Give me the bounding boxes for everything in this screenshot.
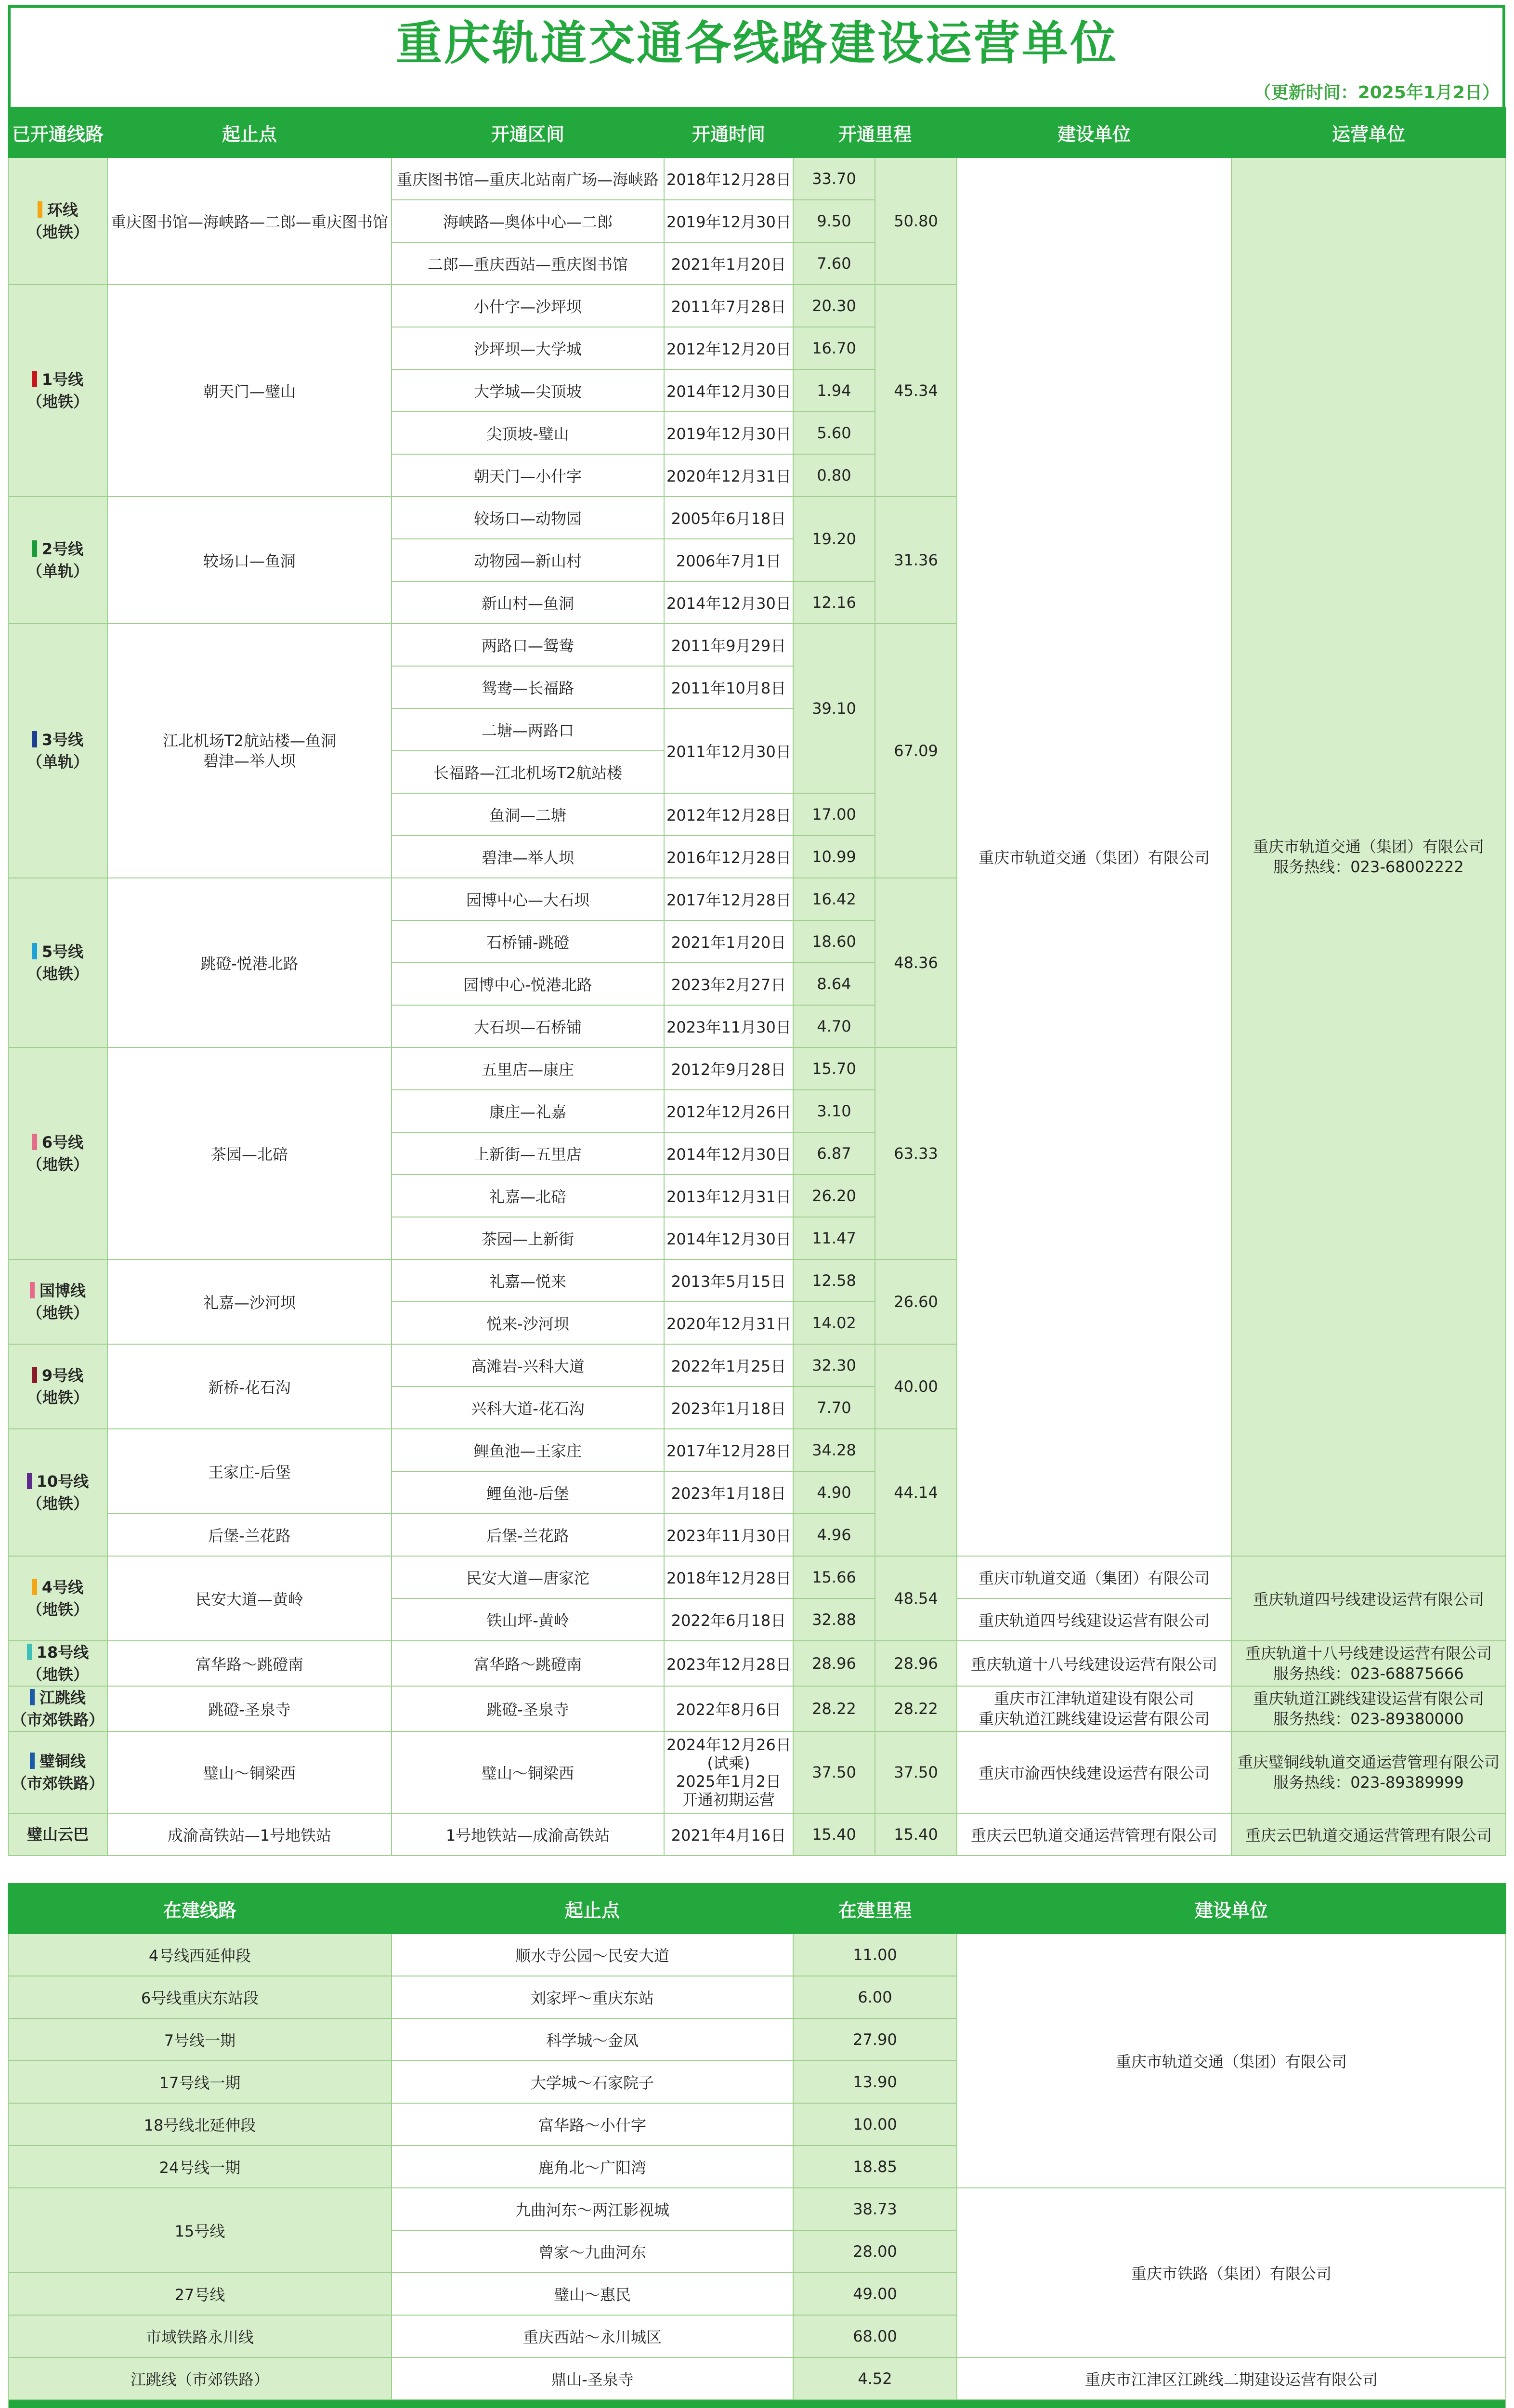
section-cell: 后堡-兰花路 xyxy=(392,1514,664,1556)
line-name-cell: 18号线 （地铁） xyxy=(8,1641,107,1686)
section-cell: 沙坪坝—大学城 xyxy=(392,327,664,369)
km-cell: 4.96 xyxy=(793,1514,875,1556)
construction-line-cell: 4号线西延伸段 xyxy=(8,1934,392,1976)
endpoints-cell: 较场口—鱼洞 xyxy=(107,497,392,624)
km-cell: 9.50 xyxy=(793,200,875,242)
date-cell: 2012年12月26日 xyxy=(664,1090,793,1132)
line-name-cell: 江跳线 （市郊铁路） xyxy=(8,1686,107,1731)
total-km-cell: 48.54 xyxy=(875,1556,957,1641)
km-cell: 6.87 xyxy=(793,1132,875,1175)
line-color-icon xyxy=(32,1367,37,1383)
km-cell: 5.60 xyxy=(793,412,875,454)
section-cell: 碧津—举人坝 xyxy=(392,836,664,878)
header-km: 开通里程 xyxy=(793,107,957,157)
endpoints-cell: 朝天门—璧山 xyxy=(107,285,392,497)
operating-lines-table xyxy=(8,107,1506,1856)
total-km-cell: 67.09 xyxy=(875,624,957,878)
date-cell: 2023年11月30日 xyxy=(664,1514,793,1556)
line-color-icon xyxy=(30,1689,35,1705)
header-construction-km: 在建里程 xyxy=(793,1884,957,1934)
endpoints-cell: 民安大道—黄岭 xyxy=(107,1556,392,1641)
date-cell: 2011年12月30日 xyxy=(664,708,793,793)
endpoints-cell: 王家庄-后堡 xyxy=(107,1429,392,1514)
endpoints-cell: 富华路～跳磴南 xyxy=(107,1641,392,1686)
date-cell: 2014年12月30日 xyxy=(664,581,793,624)
construction-builder-cell: 重庆市铁路（集团）有限公司 xyxy=(957,2188,1506,2357)
total-km-cell: 50.80 xyxy=(875,157,957,285)
date-cell: 2021年1月20日 xyxy=(664,242,793,285)
endpoints-cell: 跳磴-圣泉寺 xyxy=(107,1686,392,1731)
km-cell: 17.00 xyxy=(793,793,875,836)
section-cell: 富华路～跳磴南 xyxy=(392,1641,664,1686)
date-cell: 2011年9月29日 xyxy=(664,624,793,666)
line-name-cell: 1号线 （地铁） xyxy=(8,285,107,497)
km-cell: 3.10 xyxy=(793,1090,875,1132)
km-cell: 37.50 xyxy=(793,1731,875,1813)
construction-km-cell: 6.00 xyxy=(793,1976,957,2018)
section-cell: 五里店—康庄 xyxy=(392,1047,664,1090)
header-section: 开通区间 xyxy=(392,107,664,157)
total-km-cell: 40.00 xyxy=(875,1344,957,1429)
operator-cell: 重庆轨道江跳线建设运营有限公司 服务热线：023-89380000 xyxy=(1231,1686,1506,1731)
section-cell: 礼嘉—悦来 xyxy=(392,1259,664,1302)
section-cell: 二塘—两路口 xyxy=(392,708,664,751)
table-row xyxy=(8,1556,1506,1598)
construction-endpoints-cell: 重庆西站～永川城区 xyxy=(392,2315,793,2357)
total-km-cell: 31.36 xyxy=(875,497,957,624)
date-cell: 2012年9月28日 xyxy=(664,1047,793,1090)
table-row xyxy=(8,1686,1506,1731)
construction-endpoints-cell: 大学城～石家院子 xyxy=(392,2061,793,2103)
construction-endpoints-cell: 璧山～惠民 xyxy=(392,2273,793,2315)
date-cell: 2011年7月28日 xyxy=(664,285,793,327)
builder-cell: 重庆云巴轨道交通运营管理有限公司 xyxy=(957,1813,1231,1856)
line-color-icon xyxy=(32,540,37,557)
section-cell: 大石坝—石桥铺 xyxy=(392,1005,664,1047)
km-cell: 20.30 xyxy=(793,285,875,327)
section-cell: 兴科大道-花石沟 xyxy=(392,1387,664,1429)
km-cell: 15.70 xyxy=(793,1047,875,1090)
line-name-cell: 环线 （地铁） xyxy=(8,157,107,285)
km-cell: 4.90 xyxy=(793,1471,875,1514)
builder-cell: 重庆市江津轨道建设有限公司 重庆轨道江跳线建设运营有限公司 xyxy=(957,1686,1231,1731)
date-cell: 2014年12月30日 xyxy=(664,1217,793,1259)
date-cell: 2017年12月28日 xyxy=(664,1429,793,1471)
header-endpoints: 起止点 xyxy=(107,107,392,157)
line-color-icon xyxy=(32,731,37,747)
km-cell: 32.88 xyxy=(793,1598,875,1641)
line-color-icon xyxy=(27,1644,32,1660)
section-cell: 较场口—动物园 xyxy=(392,497,664,539)
construction-line-cell: 市域铁路永川线 xyxy=(8,2315,392,2357)
section-cell: 鱼洞—二塘 xyxy=(392,793,664,836)
builder-cell: 重庆轨道十八号线建设运营有限公司 xyxy=(957,1641,1231,1686)
operator-cell: 重庆轨道四号线建设运营有限公司 xyxy=(1231,1556,1506,1641)
km-cell: 1.94 xyxy=(793,369,875,412)
construction-endpoints-cell: 九曲河东～两江影视城 xyxy=(392,2188,793,2230)
km-cell: 15.66 xyxy=(793,1556,875,1598)
date-cell: 2018年12月28日 xyxy=(664,1556,793,1598)
note-row xyxy=(8,2400,1506,2408)
construction-lines-table xyxy=(8,1883,1506,2408)
section-cell: 1号地铁站—成渝高铁站 xyxy=(392,1813,664,1856)
line-color-icon xyxy=(32,1134,37,1150)
date-cell: 2016年12月28日 xyxy=(664,836,793,878)
section-cell: 鲤鱼池-后堡 xyxy=(392,1471,664,1514)
construction-km-cell: 49.00 xyxy=(793,2273,957,2315)
line-color-icon xyxy=(38,201,42,218)
line-color-icon xyxy=(32,1579,37,1595)
line-name-cell: 5号线 （地铁） xyxy=(8,878,107,1047)
section-cell: 两路口—鸳鸯 xyxy=(392,624,664,666)
table-header-row xyxy=(8,107,1506,157)
km-cell: 32.30 xyxy=(793,1344,875,1387)
construction-km-cell: 27.90 xyxy=(793,2018,957,2061)
construction-line-cell: 江跳线（市郊铁路） xyxy=(8,2357,392,2400)
line-color-icon xyxy=(32,371,37,387)
header-construction-builder: 建设单位 xyxy=(957,1884,1506,1934)
date-cell: 2021年1月20日 xyxy=(664,920,793,963)
section-cell: 高滩岩-兴科大道 xyxy=(392,1344,664,1387)
line-name-cell: 4号线 （地铁） xyxy=(8,1556,107,1641)
line-name-cell: 2号线 （单轨） xyxy=(8,497,107,624)
line-color-icon xyxy=(32,943,37,959)
date-cell: 2023年1月18日 xyxy=(664,1471,793,1514)
date-cell: 2006年7月1日 xyxy=(664,539,793,581)
construction-line-cell: 17号线一期 xyxy=(8,2061,392,2103)
construction-endpoints-cell: 刘家坪～重庆东站 xyxy=(392,1976,793,2018)
section-cell: 石桥铺-跳磴 xyxy=(392,920,664,963)
endpoints-cell: 新桥-花石沟 xyxy=(107,1344,392,1429)
section-cell: 鸳鸯—长福路 xyxy=(392,666,664,708)
section-cell: 尖顶坡-璧山 xyxy=(392,412,664,454)
km-cell: 14.02 xyxy=(793,1302,875,1344)
section-cell: 大学城—尖顶坡 xyxy=(392,369,664,412)
construction-km-cell: 10.00 xyxy=(793,2103,957,2146)
construction-km-cell: 18.85 xyxy=(793,2146,957,2188)
km-cell: 16.70 xyxy=(793,327,875,369)
operator-cell: 重庆云巴轨道交通运营管理有限公司 xyxy=(1231,1813,1506,1856)
date-cell: 2014年12月30日 xyxy=(664,369,793,412)
builder-cell: 重庆轨道四号线建设运营有限公司 xyxy=(957,1598,1231,1641)
km-cell: 34.28 xyxy=(793,1429,875,1471)
date-cell: 2023年1月18日 xyxy=(664,1387,793,1429)
construction-builder-cell: 重庆市轨道交通（集团）有限公司 xyxy=(957,1934,1506,2188)
section-cell: 园博中心-悦港北路 xyxy=(392,963,664,1005)
line-name-cell: 璧山云巴 xyxy=(8,1813,107,1856)
total-km-cell: 28.96 xyxy=(875,1641,957,1686)
endpoints-cell: 礼嘉—沙河坝 xyxy=(107,1259,392,1344)
date-cell: 2023年11月30日 xyxy=(664,1005,793,1047)
construction-km-cell: 11.00 xyxy=(793,1934,957,1976)
section-cell: 园博中心—大石坝 xyxy=(392,878,664,920)
km-cell: 26.20 xyxy=(793,1175,875,1217)
date-cell: 2021年4月16日 xyxy=(664,1813,793,1856)
km-cell: 7.60 xyxy=(793,242,875,285)
construction-endpoints-cell: 富华路～小什字 xyxy=(392,2103,793,2146)
update-time: （更新时间：2025年1月2日） xyxy=(1253,83,1500,103)
main-operator-cell: 重庆市轨道交通（集团）有限公司 服务热线：023-68002222 xyxy=(1231,157,1506,1556)
section-cell: 铁山坪-黄岭 xyxy=(392,1598,664,1641)
date-cell: 2012年12月20日 xyxy=(664,327,793,369)
total-km-cell: 63.33 xyxy=(875,1047,957,1259)
date-cell: 2013年5月15日 xyxy=(664,1259,793,1302)
table-row xyxy=(8,1731,1506,1813)
construction-builder-cell: 重庆市江津区江跳线二期建设运营有限公司 xyxy=(957,2357,1506,2400)
endpoints-cell: 茶园—北碚 xyxy=(107,1047,392,1259)
line-color-icon xyxy=(30,1753,35,1769)
header-line: 已开通线路 xyxy=(8,107,107,157)
table-header-row xyxy=(8,1884,1506,1934)
section-cell: 悦来-沙河坝 xyxy=(392,1302,664,1344)
section-cell: 重庆图书馆—重庆北站南广场—海峡路 xyxy=(392,157,664,200)
table-row xyxy=(8,1641,1506,1686)
header-construction-endpoints: 起止点 xyxy=(392,1884,793,1934)
section-cell: 鲤鱼池—王家庄 xyxy=(392,1429,664,1471)
construction-line-cell: 24号线一期 xyxy=(8,2146,392,2188)
section-cell: 动物园—新山村 xyxy=(392,539,664,581)
construction-endpoints-cell: 顺水寺公园～民安大道 xyxy=(392,1934,793,1976)
line-name-cell: 10号线 （地铁） xyxy=(8,1429,107,1556)
km-cell: 12.58 xyxy=(793,1259,875,1302)
line-name-cell: 国博线 （地铁） xyxy=(8,1259,107,1344)
section-cell: 二郎—重庆西站—重庆图书馆 xyxy=(392,242,664,285)
header-builder: 建设单位 xyxy=(957,107,1231,157)
date-cell: 2019年12月30日 xyxy=(664,200,793,242)
date-cell: 2018年12月28日 xyxy=(664,157,793,200)
line-name-cell: 璧铜线 （市郊铁路） xyxy=(8,1731,107,1813)
construction-km-cell: 38.73 xyxy=(793,2188,957,2230)
table-row xyxy=(8,2188,1506,2230)
date-cell: 2011年10月8日 xyxy=(664,666,793,708)
date-cell: 2023年2月27日 xyxy=(664,963,793,1005)
km-cell: 11.47 xyxy=(793,1217,875,1259)
km-cell: 18.60 xyxy=(793,920,875,963)
total-km-cell: 44.14 xyxy=(875,1429,957,1556)
header-construction-line: 在建线路 xyxy=(8,1884,392,1934)
date-cell: 2020年12月31日 xyxy=(664,454,793,497)
section-cell: 海峡路—奥体中心—二郎 xyxy=(392,200,664,242)
total-km-cell: 26.60 xyxy=(875,1259,957,1344)
endpoints-cell: 后堡-兰花路 xyxy=(107,1514,392,1556)
construction-endpoints-cell: 曾家～九曲河东 xyxy=(392,2230,793,2273)
km-cell: 12.16 xyxy=(793,581,875,624)
builder-cell: 重庆市轨道交通（集团）有限公司 xyxy=(957,1556,1231,1598)
line-color-icon xyxy=(30,1282,35,1298)
construction-endpoints-cell: 科学城～金凤 xyxy=(392,2018,793,2061)
construction-km-cell: 4.52 xyxy=(793,2357,957,2400)
date-cell: 2013年12月31日 xyxy=(664,1175,793,1217)
table-row xyxy=(8,1934,1506,1976)
km-cell: 0.80 xyxy=(793,454,875,497)
date-cell: 2024年12月26日 (试乘) 2025年1月2日 开通初期运营 xyxy=(664,1731,793,1813)
construction-endpoints-cell: 鼎山-圣泉寺 xyxy=(392,2357,793,2400)
header-operator: 运营单位 xyxy=(1231,107,1506,157)
section-cell: 新山村—鱼洞 xyxy=(392,581,664,624)
page-title: 重庆轨道交通各线路建设运营单位 xyxy=(396,16,1118,70)
date-cell: 2022年6月18日 xyxy=(664,1598,793,1641)
total-km-cell: 28.22 xyxy=(875,1686,957,1731)
total-km-cell: 37.50 xyxy=(875,1731,957,1813)
date-cell: 2012年12月28日 xyxy=(664,793,793,836)
endpoints-cell: 江北机场T2航站楼—鱼洞 碧津—举人坝 xyxy=(107,624,392,878)
section-cell: 上新街—五里店 xyxy=(392,1132,664,1175)
date-cell: 2023年12月28日 xyxy=(664,1641,793,1686)
date-cell: 2017年12月28日 xyxy=(664,878,793,920)
construction-line-cell: 27号线 xyxy=(8,2273,392,2315)
total-km-cell: 45.34 xyxy=(875,285,957,497)
construction-km-cell: 28.00 xyxy=(793,2230,957,2273)
date-cell: 2022年1月25日 xyxy=(664,1344,793,1387)
total-km-cell: 48.36 xyxy=(875,878,957,1047)
endpoints-cell: 重庆图书馆—海峡路—二郎—重庆图书馆 xyxy=(107,157,392,285)
footnote xyxy=(8,2400,1506,2408)
line-name-cell: 3号线 （单轨） xyxy=(8,624,107,878)
section-cell: 茶园—上新街 xyxy=(392,1217,664,1259)
construction-line-cell: 7号线一期 xyxy=(8,2018,392,2061)
km-cell: 16.42 xyxy=(793,878,875,920)
date-cell: 2005年6月18日 xyxy=(664,497,793,539)
endpoints-cell: 跳磴-悦港北路 xyxy=(107,878,392,1047)
km-cell: 28.96 xyxy=(793,1641,875,1686)
section-cell: 长福路—江北机场T2航站楼 xyxy=(392,751,664,793)
line-color-icon xyxy=(27,1473,32,1489)
section-cell: 璧山～铜梁西 xyxy=(392,1731,664,1813)
section-cell: 跳磴-圣泉寺 xyxy=(392,1686,664,1731)
construction-km-cell: 13.90 xyxy=(793,2061,957,2103)
construction-km-cell: 68.00 xyxy=(793,2315,957,2357)
operator-cell: 重庆璧铜线轨道交通运营管理有限公司 服务热线：023-89389999 xyxy=(1231,1731,1506,1813)
section-cell: 朝天门—小什字 xyxy=(392,454,664,497)
date-cell: 2014年12月30日 xyxy=(664,1132,793,1175)
line-name-cell: 6号线 （地铁） xyxy=(8,1047,107,1259)
km-cell: 10.99 xyxy=(793,836,875,878)
main-builder-cell: 重庆市轨道交通（集团）有限公司 xyxy=(957,157,1231,1556)
construction-line-cell: 6号线重庆东站段 xyxy=(8,1976,392,2018)
line-name-cell: 9号线 （地铁） xyxy=(8,1344,107,1429)
endpoints-cell: 成渝高铁站—1号地铁站 xyxy=(107,1813,392,1856)
construction-line-cell: 18号线北延伸段 xyxy=(8,2103,392,2146)
table-row xyxy=(8,157,1506,200)
km-cell: 19.20 xyxy=(793,497,875,581)
km-cell: 39.10 xyxy=(793,624,875,793)
builder-cell: 重庆市渝西快线建设运营有限公司 xyxy=(957,1731,1231,1813)
date-cell: 2019年12月30日 xyxy=(664,412,793,454)
km-cell: 4.70 xyxy=(793,1005,875,1047)
date-cell: 2022年8月6日 xyxy=(664,1686,793,1731)
header-date: 开通时间 xyxy=(664,107,793,157)
date-cell: 2020年12月31日 xyxy=(664,1302,793,1344)
table-row xyxy=(8,2357,1506,2400)
km-cell: 8.64 xyxy=(793,963,875,1005)
km-cell: 15.40 xyxy=(793,1813,875,1856)
section-cell: 礼嘉—北碚 xyxy=(392,1175,664,1217)
km-cell: 33.70 xyxy=(793,157,875,200)
section-cell: 康庄—礼嘉 xyxy=(392,1090,664,1132)
km-cell: 7.70 xyxy=(793,1387,875,1429)
construction-endpoints-cell: 鹿角北～广阳湾 xyxy=(392,2146,793,2188)
construction-line-cell: 15号线 xyxy=(8,2188,392,2273)
total-km-cell: 15.40 xyxy=(875,1813,957,1856)
km-cell: 28.22 xyxy=(793,1686,875,1731)
table-row xyxy=(8,1813,1506,1856)
endpoints-cell: 璧山～铜梁西 xyxy=(107,1731,392,1813)
section-cell: 民安大道—唐家沱 xyxy=(392,1556,664,1598)
operator-cell: 重庆轨道十八号线建设运营有限公司 服务热线：023-68875666 xyxy=(1231,1641,1506,1686)
section-cell: 小什字—沙坪坝 xyxy=(392,285,664,327)
